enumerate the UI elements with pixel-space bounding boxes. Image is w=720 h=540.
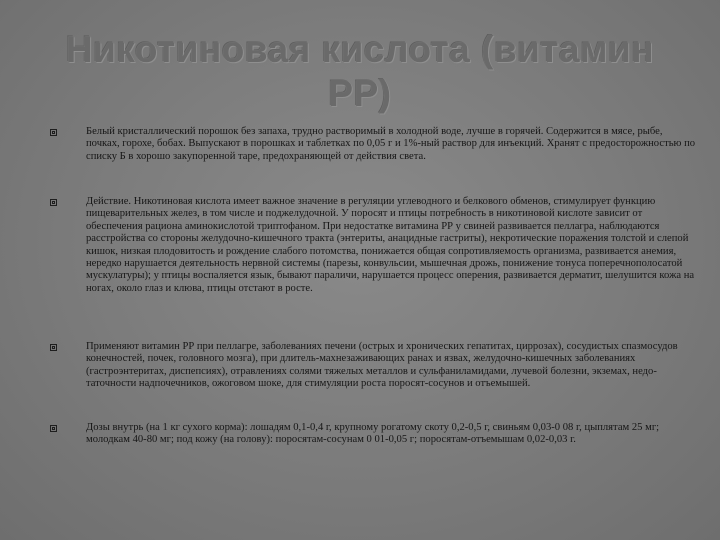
- square-bullet-icon: [50, 199, 57, 206]
- square-bullet-icon: [50, 425, 57, 432]
- square-bullet-icon: [50, 344, 57, 351]
- bullet-text: Дозы внутрь (на 1 кг сухого корма): лошадям 0,1-0,4 г, крупному рогатому скоту 0,2-0,5 г, свиньям 0,03-0 08 г, цыплятам 25 мг; молодкам 40-80 мг; под кожу (на голову): поросятам-сосунам 0 01-0,05 г; поросятам-отъемышам 0,02-0,03 г.: [86, 422, 660, 446]
- square-bullet-icon: [50, 129, 57, 136]
- bullet-text: Действие. Никотиновая кислота имеет важное значение в регуляции углеводного и белкового обменов, стимулирует функцию пищеварительных желез, в том числе и поджелудочной. У поросят и птицы потребность в никотиновой кислоте зависит от обеспечения рациона аминокислотой триптофаном. При недостатке витамина РР у свиней развивается пеллагра, наблюдаются расстройства со стороны желудочно-кишечного тракта (энтериты, анацидные гастриты), некротические поражения толстой и слепой кишок, низкая плодовитость и рождение слабого потомства, понижается общая сопротивляемость организма, развивается анемия, нередко нарушается деятельность нервной системы (парезы, конвульсии, мышечная дрожь, понижение тонуса поперечнополосатой мускулатуры); у птицы воспаляется язык, бывают параличи, нарушается процесс оперения, развивается дерматит, шелушится кожа на ногах, около глаз и клюва, птицы отстают в росте.: [86, 196, 695, 294]
- slide-title: Никотиновая кислота (витамин РР): [65, 29, 655, 114]
- bullet-text: Применяют витамин РР при пеллагре, заболеваниях печени (острых и хронических гепатитах, циррозах), сосудистых спазмосудов конечностей, почек, головного мозга), при длитель-махнезаживающих ранах и язвах, желудочно-кишечных заболеваниях (гастроэнтеритах, диспепсиях), отравлениях солями тяжелых металлов и сульфаниламидами, лучевой болезни, экземах, недо-таточности надпочечников, ожоговом шоке, для стимуляции роста поросят-сосунов и отъемышей.: [86, 341, 678, 390]
- bullet-text: Белый кристаллический порошок без запаха, трудно растворимый в холодной воде, лучше в горячей. Содержится в мясе, рыбе, почках, горохе, бобах. Выпускают в порошках и таблетках по 0,05 г и 1%-ный раствор для инъекций. Хранят с предосторожностью по списку Б в хорошо закупоренной таре, предохраняющей от действия света.: [86, 126, 696, 162]
